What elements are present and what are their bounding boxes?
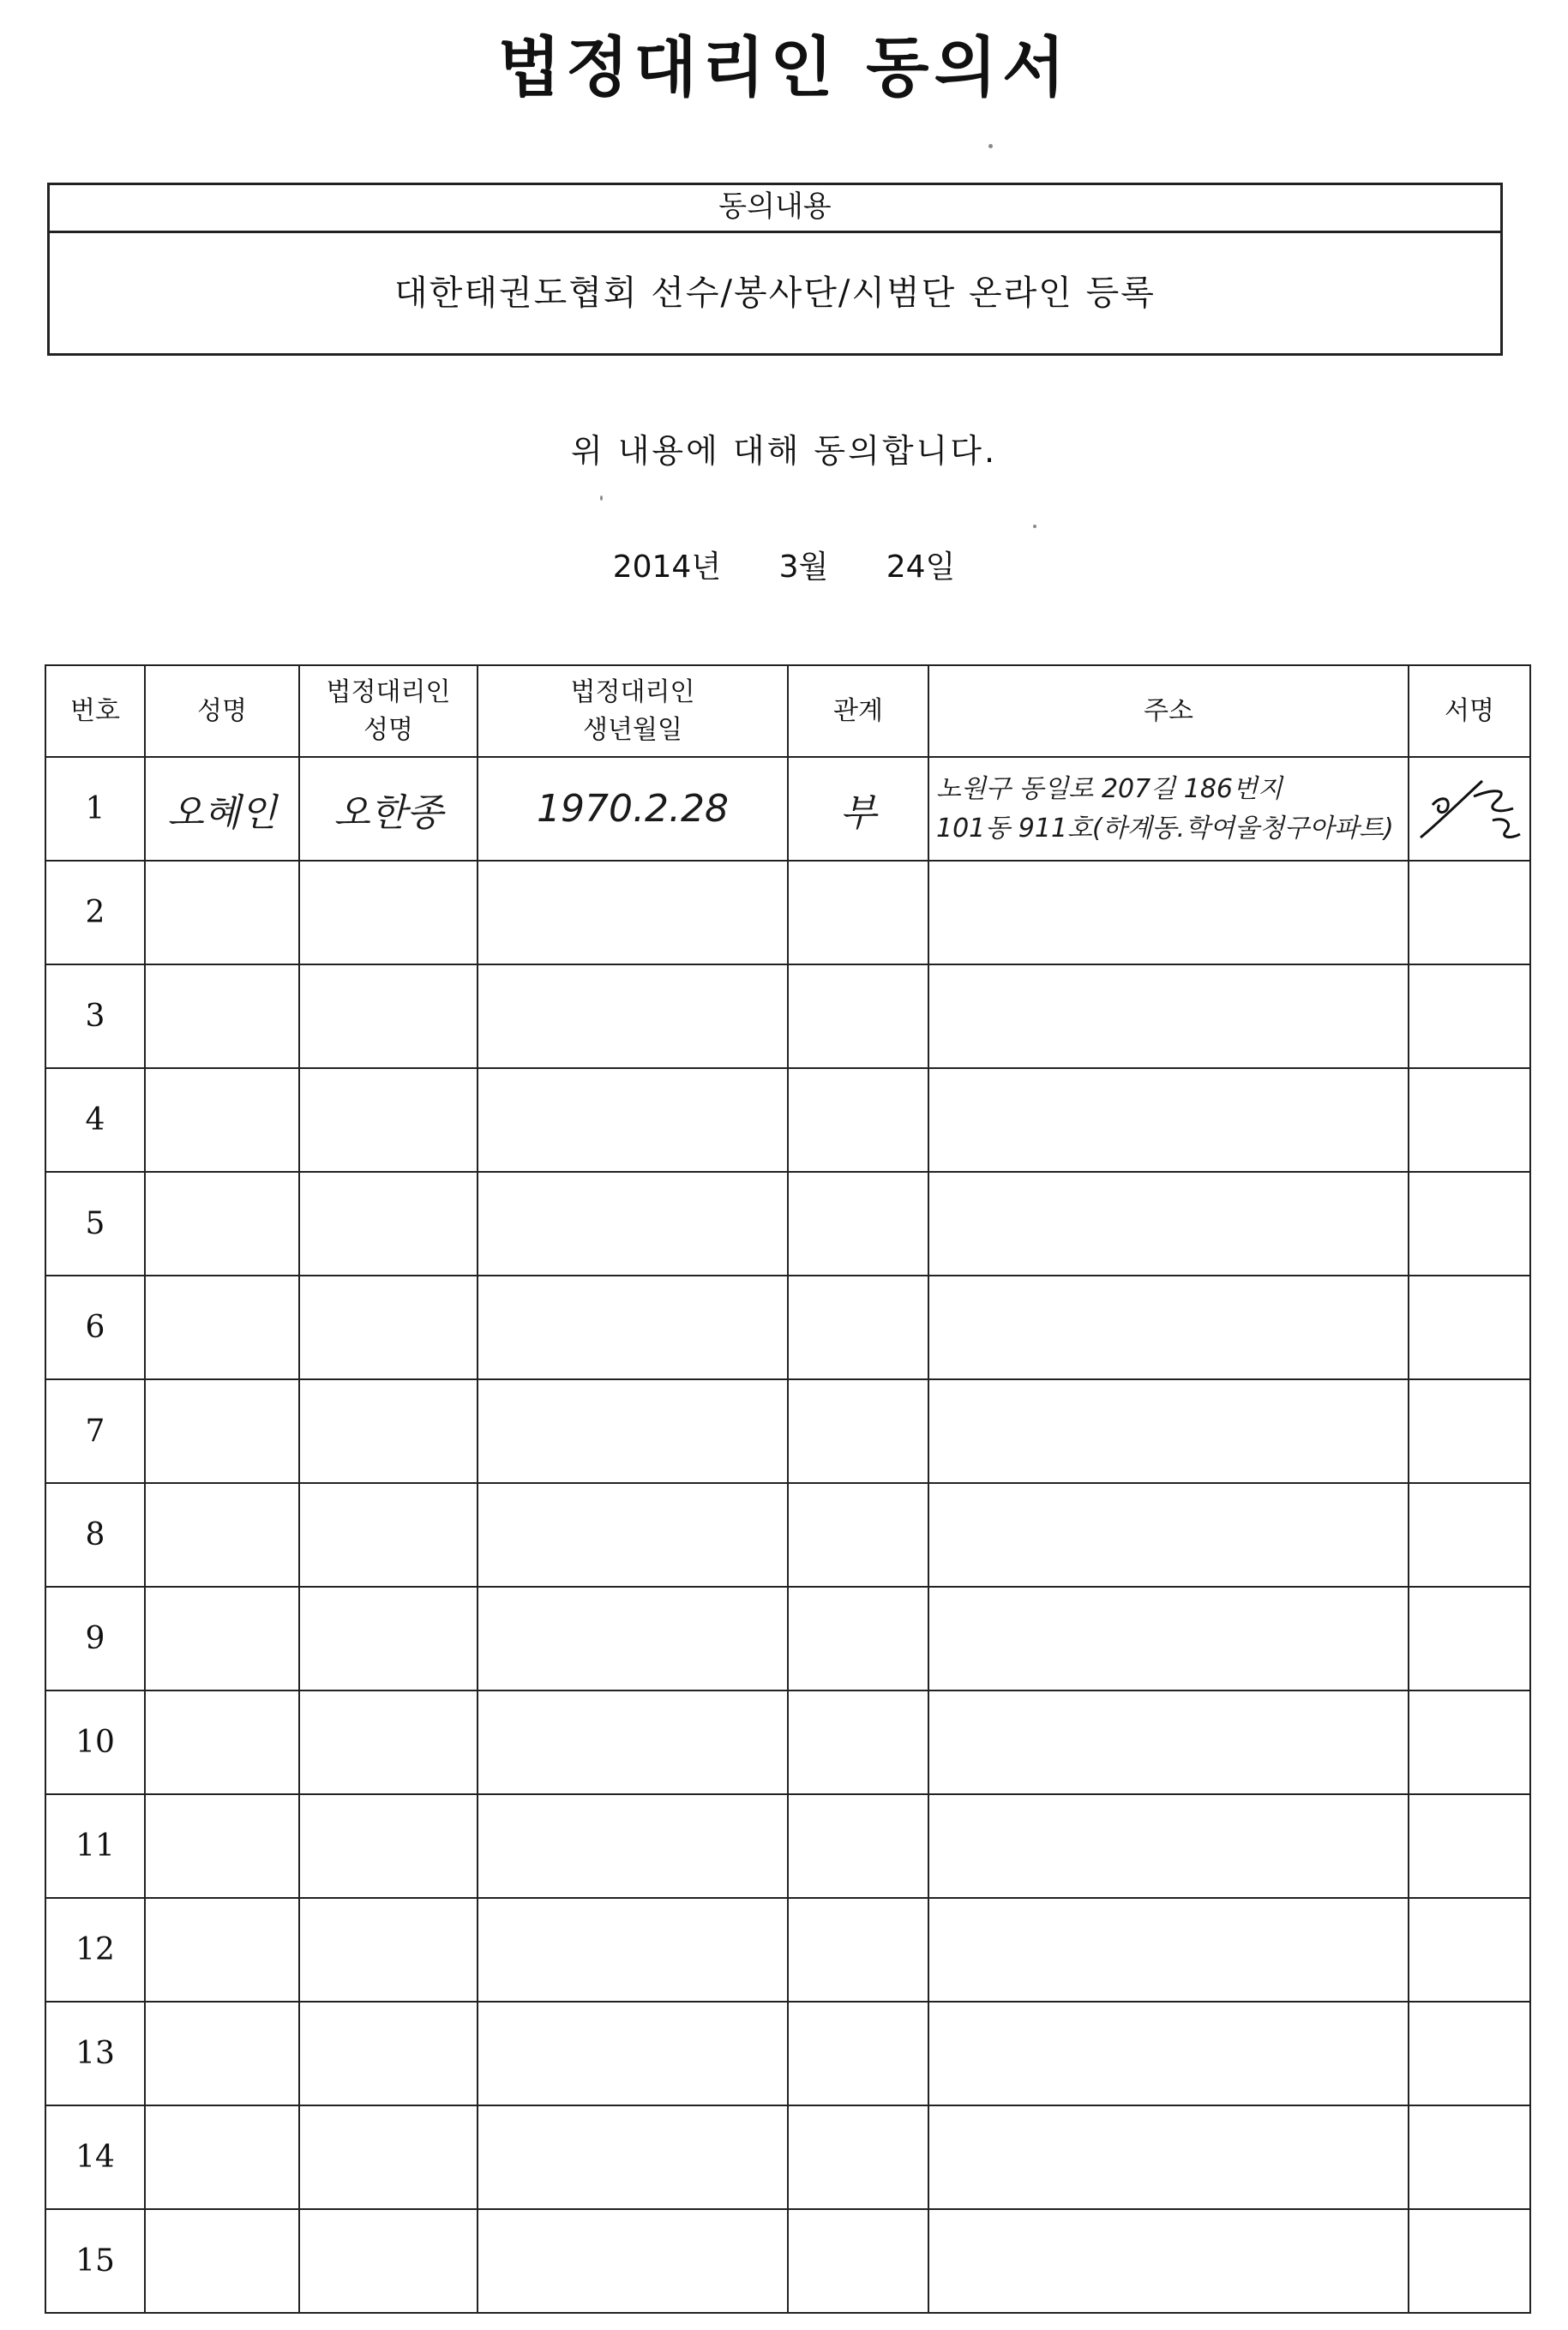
- header-signature: 서명: [1409, 665, 1530, 757]
- row-number: 6: [45, 1276, 145, 1379]
- row-name: [145, 861, 299, 964]
- row-signature: [1409, 1898, 1530, 2002]
- row-address: [928, 757, 1409, 861]
- date-day: 24일: [886, 549, 956, 585]
- row-relation: [788, 1898, 928, 2002]
- row-number: 15: [45, 2209, 145, 2313]
- row-address: [928, 1690, 1409, 1794]
- row-guardian-name: [299, 2105, 478, 2209]
- table-row: [45, 1794, 1530, 1898]
- row-name: [145, 1276, 299, 1379]
- table-row: [45, 1898, 1530, 2002]
- row-guardian-birth: [478, 2105, 788, 2209]
- row-guardian-name: [299, 1690, 478, 1794]
- row-guardian-birth: [478, 1794, 788, 1898]
- table-row: [45, 2105, 1530, 2209]
- date-month: 3월: [778, 549, 829, 585]
- row-number: 10: [45, 1690, 145, 1794]
- row-guardian-birth: [478, 1172, 788, 1276]
- row-guardian-name: [299, 1483, 478, 1587]
- row-address: [928, 1898, 1409, 2002]
- row-guardian-name: [299, 861, 478, 964]
- consent-content: 대한태권도협회 선수/봉사단/시범단 온라인 등록: [394, 273, 1156, 313]
- table-row: [45, 2002, 1530, 2105]
- row-guardian-birth: [478, 2209, 788, 2313]
- row-address: [928, 1276, 1409, 1379]
- header-guardian-name-line1: 법정대리인: [326, 676, 451, 707]
- table-row: [45, 1483, 1530, 1587]
- header-number: 번호: [45, 665, 145, 757]
- row-signature: [1409, 1379, 1530, 1483]
- row-signature: [1409, 1276, 1530, 1379]
- row-guardian-name: [299, 964, 478, 1068]
- row-number: 12: [45, 1898, 145, 2002]
- document-title: 법정대리인 동의서: [497, 29, 1071, 105]
- header-relation: 관계: [788, 665, 928, 757]
- scan-speck: [600, 495, 603, 501]
- row-signature: [1409, 1483, 1530, 1587]
- header-guardian-birth: [478, 665, 788, 757]
- guardian-table: [45, 664, 1531, 2314]
- row-relation: [788, 2209, 928, 2313]
- row-guardian-birth: [478, 964, 788, 1068]
- row-guardian-birth: [478, 1587, 788, 1690]
- row-relation: [788, 1587, 928, 1690]
- row-number: 8: [45, 1483, 145, 1587]
- row-relation: [788, 1483, 928, 1587]
- agreement-statement: 위 내용에 대해 동의합니다.: [570, 432, 998, 470]
- row-guardian-name: 오한종: [299, 757, 478, 861]
- row-guardian-name: [299, 1794, 478, 1898]
- consent-heading: 동의내용: [50, 185, 1500, 233]
- row-address: [928, 2105, 1409, 2209]
- row-relation: [788, 1690, 928, 1794]
- row-name: [145, 1690, 299, 1794]
- row-number: 2: [45, 861, 145, 964]
- row-guardian-birth: [478, 2002, 788, 2105]
- row-guardian-birth: [478, 1379, 788, 1483]
- row-guardian-name: [299, 1276, 478, 1379]
- row-guardian-birth: 1970.2.28: [478, 757, 788, 861]
- row-number: 9: [45, 1587, 145, 1690]
- scan-speck: [1033, 525, 1036, 528]
- row-relation: [788, 1794, 928, 1898]
- table-row: [45, 1379, 1530, 1483]
- table-row: [45, 1690, 1530, 1794]
- row-signature: [1409, 861, 1530, 964]
- row-address: [928, 1379, 1409, 1483]
- header-address: 주소: [928, 665, 1409, 757]
- table-row: [45, 964, 1530, 1068]
- handwritten-signature: [1414, 771, 1525, 848]
- row-address: [928, 1587, 1409, 1690]
- row-address: [928, 2002, 1409, 2105]
- row-signature: [1409, 964, 1530, 1068]
- row-guardian-birth: [478, 1898, 788, 2002]
- row-signature: [1409, 2002, 1530, 2105]
- row-name: [145, 2105, 299, 2209]
- row-signature: [1409, 1172, 1530, 1276]
- row-relation: [788, 1276, 928, 1379]
- row-number: 3: [45, 964, 145, 1068]
- row-relation: [788, 1068, 928, 1172]
- row-signature: [1409, 1690, 1530, 1794]
- row-guardian-name: [299, 1068, 478, 1172]
- row-relation: [788, 2105, 928, 2209]
- row-number: 11: [45, 1794, 145, 1898]
- row-guardian-birth: [478, 1068, 788, 1172]
- header-guardian-name: [299, 665, 478, 757]
- row-signature: [1409, 2105, 1530, 2209]
- scan-speck: [988, 144, 993, 148]
- row-signature: [1409, 1794, 1530, 1898]
- row-name: [145, 964, 299, 1068]
- table-row: [45, 1587, 1530, 1690]
- row-guardian-birth: [478, 1276, 788, 1379]
- header-guardian-name-line2: 성명: [363, 714, 413, 745]
- row-name: [145, 1172, 299, 1276]
- row-relation: 부: [788, 757, 928, 861]
- row-name: [145, 1587, 299, 1690]
- row-name: [145, 1898, 299, 2002]
- row-guardian-birth: [478, 1690, 788, 1794]
- row-signature: [1409, 1068, 1530, 1172]
- row-name: [145, 1068, 299, 1172]
- table-header-row: [45, 665, 1530, 757]
- row-relation: [788, 2002, 928, 2105]
- row-address-line2: 101동 911호(하계동.학여울청구아파트): [936, 813, 1394, 844]
- table-row: [45, 861, 1530, 964]
- table-row: [45, 1172, 1530, 1276]
- row-guardian-name: [299, 1587, 478, 1690]
- row-guardian-name: [299, 1172, 478, 1276]
- row-signature: [1409, 1587, 1530, 1690]
- consent-box: [47, 183, 1503, 356]
- row-number: 7: [45, 1379, 145, 1483]
- header-guardian-birth-line2: 생년월일: [583, 714, 682, 745]
- header-name: 성명: [145, 665, 299, 757]
- row-address: [928, 1483, 1409, 1587]
- row-number: 5: [45, 1172, 145, 1276]
- date-year: 2014년: [612, 549, 722, 585]
- row-guardian-name: [299, 2209, 478, 2313]
- row-address: [928, 1068, 1409, 1172]
- row-relation: [788, 964, 928, 1068]
- table-row: [45, 2209, 1530, 2313]
- row-address: [928, 861, 1409, 964]
- row-name: [145, 2209, 299, 2313]
- row-guardian-name: [299, 2002, 478, 2105]
- row-name: [145, 1483, 299, 1587]
- row-guardian-name: [299, 1898, 478, 2002]
- row-relation: [788, 1379, 928, 1483]
- row-guardian-birth: [478, 1483, 788, 1587]
- row-address: [928, 1794, 1409, 1898]
- table-row: [45, 757, 1530, 861]
- row-number: 13: [45, 2002, 145, 2105]
- row-relation: [788, 1172, 928, 1276]
- row-name: [145, 2002, 299, 2105]
- row-name: [145, 1379, 299, 1483]
- consent-date: [0, 543, 1568, 586]
- row-guardian-name: [299, 1379, 478, 1483]
- row-number: 1: [45, 757, 145, 861]
- row-name: [145, 1794, 299, 1898]
- row-signature: [1409, 757, 1530, 861]
- row-signature: [1409, 2209, 1530, 2313]
- row-guardian-birth: [478, 861, 788, 964]
- row-address: [928, 1172, 1409, 1276]
- row-number: 14: [45, 2105, 145, 2209]
- table-row: [45, 1068, 1530, 1172]
- row-number: 4: [45, 1068, 145, 1172]
- row-name: 오혜인: [145, 757, 299, 861]
- header-guardian-birth-line1: 법정대리인: [570, 676, 695, 707]
- row-address-line1: 노원구 동일로 207길 186번지: [936, 773, 1283, 804]
- table-row: [45, 1276, 1530, 1379]
- row-address: [928, 964, 1409, 1068]
- row-relation: [788, 861, 928, 964]
- row-address: [928, 2209, 1409, 2313]
